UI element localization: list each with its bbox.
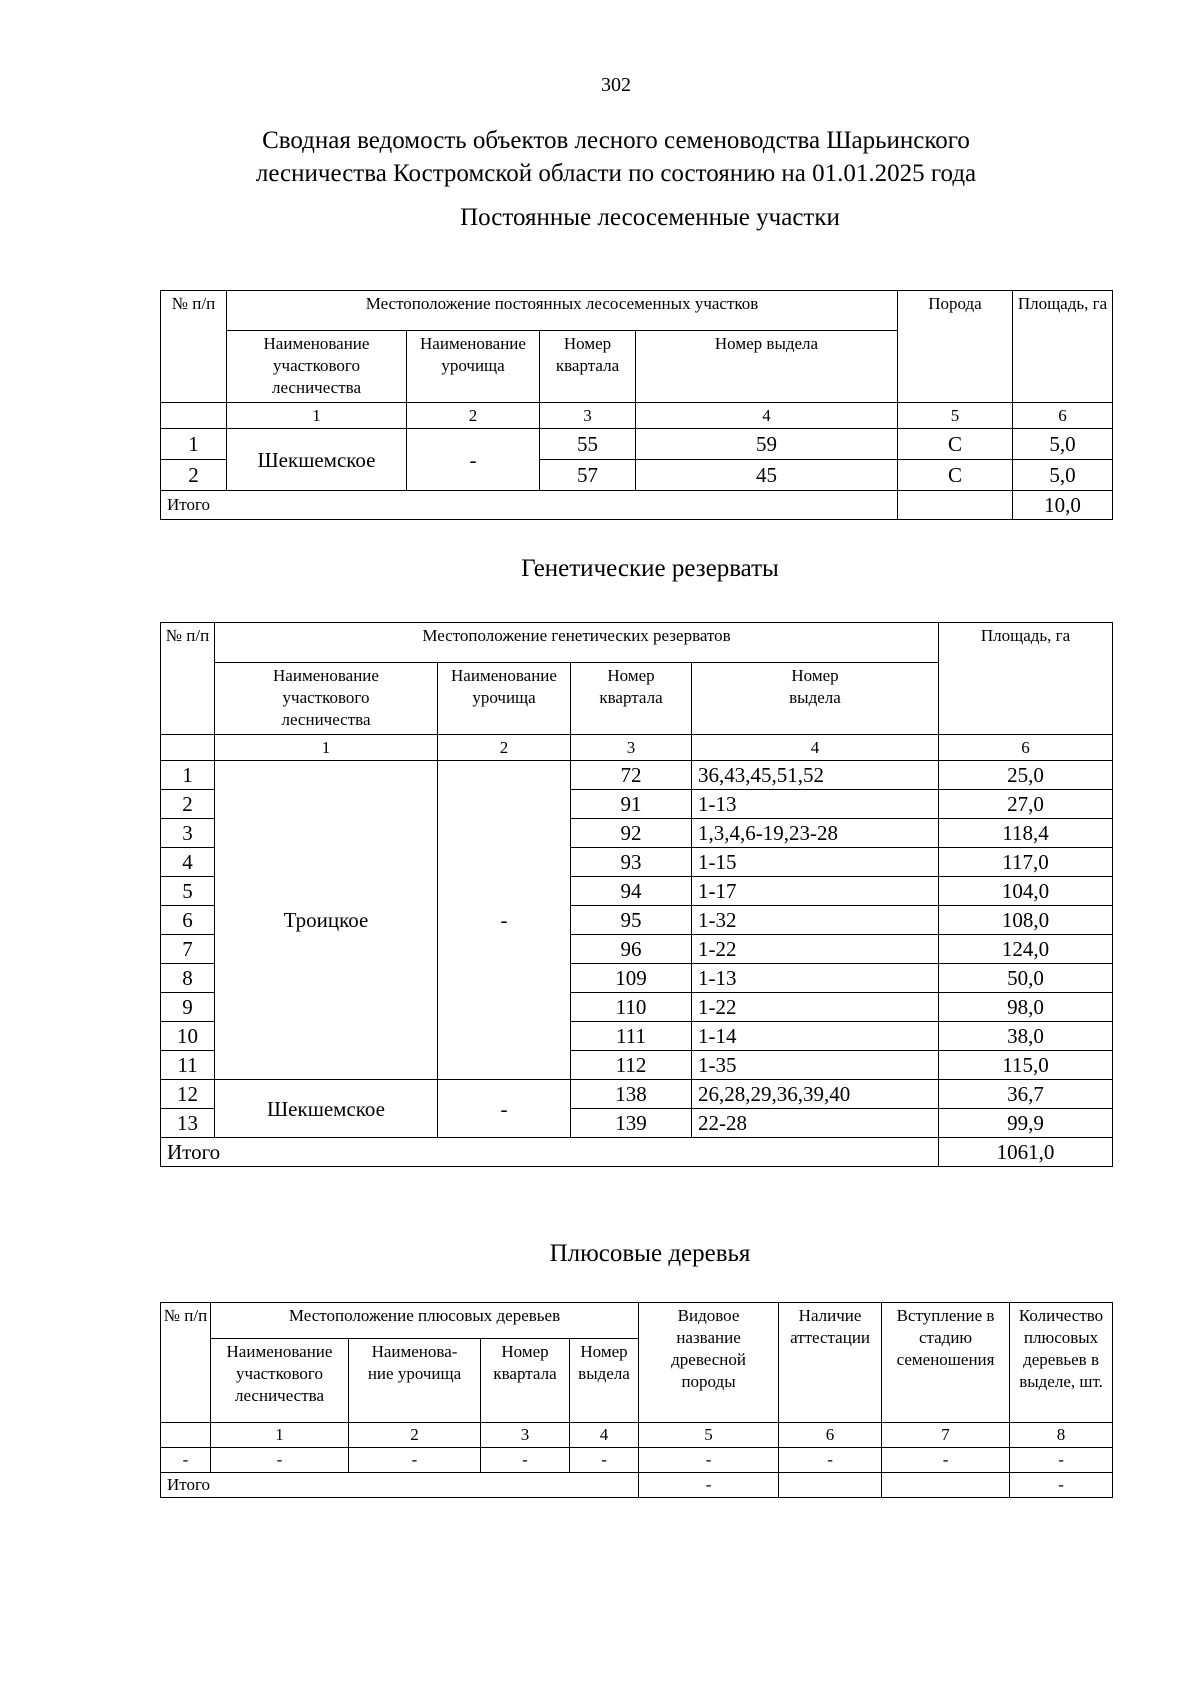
forestry-name: Троицкое [215,761,438,1080]
section-heading-plus-trees: Плюсовые деревья [549,1240,751,1267]
row-number: 10 [161,1022,215,1051]
index-cell: 5 [898,403,1013,429]
total-species [898,491,1013,520]
index-cell: 6 [939,735,1113,761]
total-row [161,1138,1113,1167]
quarter-number: 95 [571,906,692,935]
area: 25,0 [939,761,1113,790]
row-number: 13 [161,1109,215,1138]
plus-trees-table [160,1302,1113,1498]
area: 98,0 [939,993,1113,1022]
area: 27,0 [939,790,1113,819]
header-number: № п/п [161,623,215,735]
table-row [161,1080,1113,1109]
quarter-number: 57 [540,460,636,491]
index-cell: 3 [481,1423,570,1448]
area: 5,0 [1013,460,1113,491]
index-cell: 2 [407,403,540,429]
header-species: Видовое название древесной породы [639,1303,779,1423]
header-certification: Наличие аттестации [779,1303,882,1423]
header-tract: Наименование урочища [438,663,571,735]
header-area: Площадь, га [939,623,1113,735]
row-number: 7 [161,935,215,964]
total-row [161,491,1113,520]
total-seed-bearing [882,1473,1010,1498]
plot-number: 22-28 [692,1109,939,1138]
total-label: Итого [161,491,898,520]
quarter-number: 91 [571,790,692,819]
page-number: 302 [601,74,631,96]
header-plot: Номер выдела [636,331,898,403]
tract-name: - [407,429,540,491]
total-label: Итого [161,1473,639,1498]
genetic-reserves-table [160,622,1113,1167]
row-number: 1 [161,429,227,460]
index-cell: 6 [1013,403,1113,429]
row-number: 8 [161,964,215,993]
index-cell: 1 [211,1423,349,1448]
area: 117,0 [939,848,1113,877]
quarter-number: 72 [571,761,692,790]
header-species: Порода [898,291,1013,403]
seed-bearing: - [882,1448,1010,1473]
plot-number: 1-13 [692,964,939,993]
index-cell: 4 [570,1423,639,1448]
header-tract: Наименование урочища [407,331,540,403]
header-quarter: Номер квартала [571,663,692,735]
plot-number: 26,28,29,36,39,40 [692,1080,939,1109]
header-area: Площадь, га [1013,291,1113,403]
header-seed-bearing: Вступление в стадию семеношения [882,1303,1010,1423]
species: С [898,460,1013,491]
header-location: Местоположение плюсовых деревьев [211,1303,639,1339]
quarter-number: 92 [571,819,692,848]
quarter-number: 94 [571,877,692,906]
quarter-number: 93 [571,848,692,877]
plot-number: 45 [636,460,898,491]
area: 50,0 [939,964,1113,993]
header-location: Местоположение генетических резерватов [215,623,939,663]
row-number: 1 [161,761,215,790]
area: 38,0 [939,1022,1113,1051]
area: 99,9 [939,1109,1113,1138]
index-cell: 3 [571,735,692,761]
quarter-number: 138 [571,1080,692,1109]
index-cell: 8 [1010,1423,1113,1448]
tract-name: - [349,1448,481,1473]
forestry-name: - [211,1448,349,1473]
quarter-number: 55 [540,429,636,460]
plot-number: 36,43,45,51,52 [692,761,939,790]
title-line-1: Сводная ведомость объектов лесного семеноводства Шарьинского [262,127,970,154]
plot-number: 1-32 [692,906,939,935]
area: 104,0 [939,877,1113,906]
index-cell: 4 [692,735,939,761]
area: 36,7 [939,1080,1113,1109]
title-line-2: лесничества Костромской области по состоянию на 01.01.2025 года [255,160,977,187]
species: - [639,1448,779,1473]
row-number: 5 [161,877,215,906]
row-number: 2 [161,790,215,819]
seed-plots-table [160,290,1113,520]
table-row [161,1448,1113,1473]
plot-number: 1-15 [692,848,939,877]
section-heading-genetic-reserves: Генетические резерваты [521,555,779,582]
row-number: 9 [161,993,215,1022]
plot-number: 1-22 [692,993,939,1022]
plot-number: 1,3,4,6-19,23-28 [692,819,939,848]
area: 5,0 [1013,429,1113,460]
species: С [898,429,1013,460]
header-tract: Наименова- ние урочища [349,1339,481,1423]
row-number: 4 [161,848,215,877]
total-count: - [1010,1473,1113,1498]
tree-count: - [1010,1448,1113,1473]
plot-number: 1-14 [692,1022,939,1051]
row-number: 6 [161,906,215,935]
total-row [161,1473,1113,1498]
certification: - [779,1448,882,1473]
row-number: 3 [161,819,215,848]
header-plot: Номер выдела [692,663,939,735]
quarter-number: - [481,1448,570,1473]
quarter-number: 112 [571,1051,692,1080]
index-cell [161,735,215,761]
total-label: Итого [161,1138,939,1167]
table-row [161,761,1113,790]
quarter-number: 110 [571,993,692,1022]
index-cell: 6 [779,1423,882,1448]
total-certification [779,1473,882,1498]
header-forestry: Наименование участкового лесничества [211,1339,349,1423]
header-plot: Номер выдела [570,1339,639,1423]
total-species: - [639,1473,779,1498]
total-area: 1061,0 [939,1138,1113,1167]
header-quarter: Номер квартала [481,1339,570,1423]
row-number: 11 [161,1051,215,1080]
tract-name: - [438,1080,571,1138]
index-cell: 1 [215,735,438,761]
plot-number: 1-35 [692,1051,939,1080]
header-tree-count: Количество плюсовых деревьев в выделе, шт. [1010,1303,1113,1423]
quarter-number: 139 [571,1109,692,1138]
index-cell [161,403,227,429]
index-cell: 2 [438,735,571,761]
tract-name: - [438,761,571,1080]
plot-number: 1-17 [692,877,939,906]
plot-number: 1-13 [692,790,939,819]
total-area: 10,0 [1013,491,1113,520]
row-number: - [161,1448,211,1473]
row-number: 12 [161,1080,215,1109]
forestry-name: Шекшемское [227,429,407,491]
table-row [161,429,1113,460]
index-cell: 4 [636,403,898,429]
area: 124,0 [939,935,1113,964]
plot-number: - [570,1448,639,1473]
index-cell: 7 [882,1423,1010,1448]
quarter-number: 111 [571,1022,692,1051]
index-cell [161,1423,211,1448]
quarter-number: 96 [571,935,692,964]
header-quarter: Номер квартала [540,331,636,403]
index-cell: 2 [349,1423,481,1448]
area: 118,4 [939,819,1113,848]
plot-number: 59 [636,429,898,460]
section-heading-seed-plots: Постоянные лесосеменные участки [460,204,840,231]
header-number: № п/п [161,1303,211,1423]
index-cell: 5 [639,1423,779,1448]
header-location: Местоположение постоянных лесосеменных участков [227,291,898,331]
row-number: 2 [161,460,227,491]
header-forestry: Наименование участкового лесничества [215,663,438,735]
forestry-name: Шекшемское [215,1080,438,1138]
quarter-number: 109 [571,964,692,993]
index-cell: 1 [227,403,407,429]
header-number: № п/п [161,291,227,403]
area: 108,0 [939,906,1113,935]
area: 115,0 [939,1051,1113,1080]
plot-number: 1-22 [692,935,939,964]
document-title [0,124,1200,190]
header-forestry: Наименование участкового лесничества [227,331,407,403]
index-cell: 3 [540,403,636,429]
